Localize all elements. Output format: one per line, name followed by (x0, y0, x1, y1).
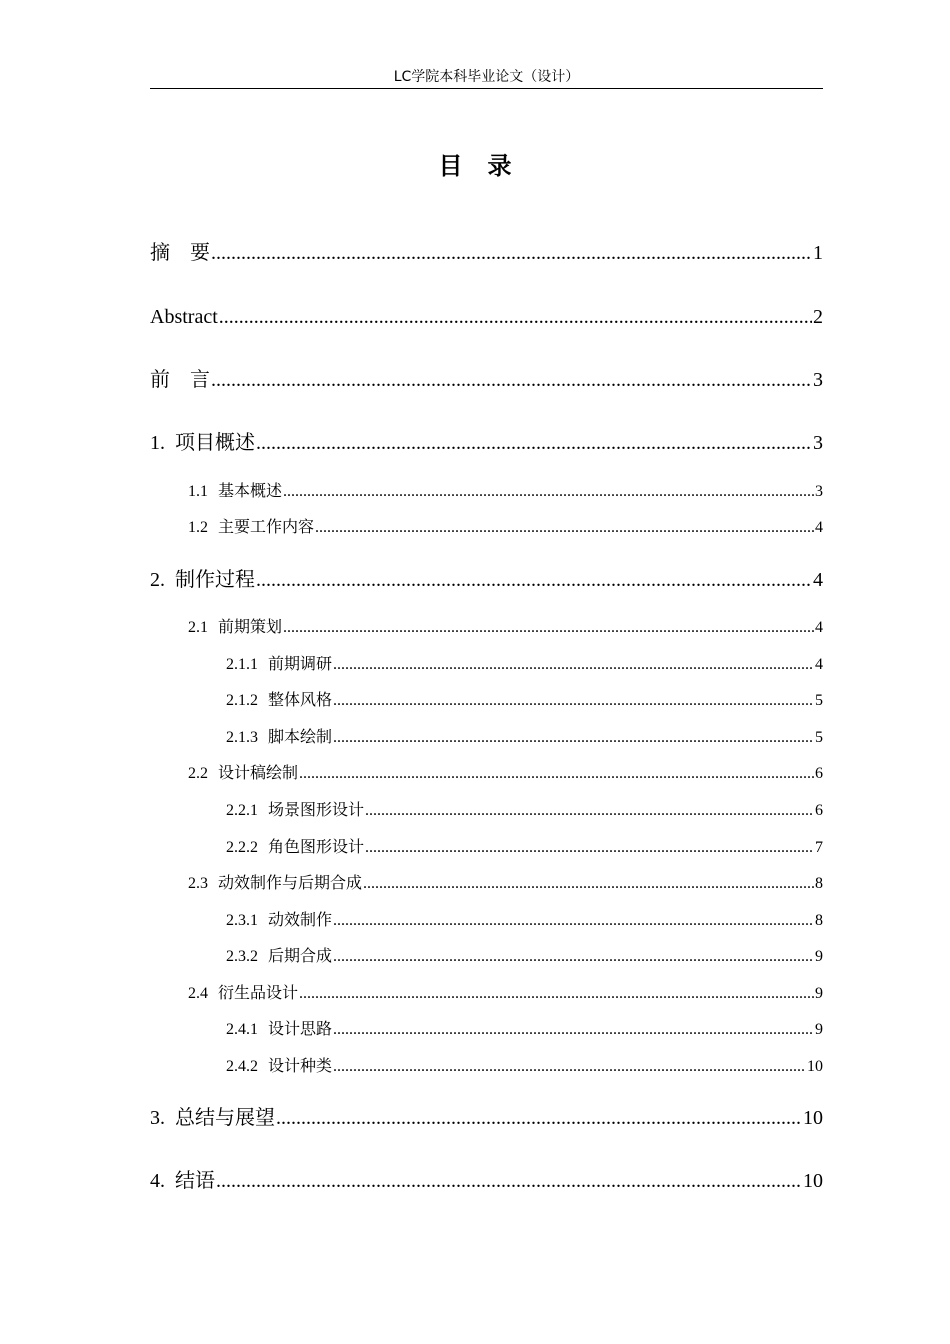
toc-entry-label: 场景图形设计 (268, 802, 365, 819)
toc-leader-dots (363, 873, 814, 895)
toc-entry-label: 基本概述 (218, 483, 283, 500)
toc-entry[interactable] (226, 837, 823, 859)
toc-entry-page: 10 (803, 1107, 823, 1129)
toc-entry-number: 1.1 (188, 483, 208, 500)
toc-entry-label: Abstract (150, 306, 218, 328)
toc-entry-number: 2.3 (188, 875, 208, 892)
toc-entry-page: 1 (813, 242, 823, 264)
toc-entry-page: 10 (803, 1170, 823, 1192)
toc-entry-page: 10 (807, 1058, 823, 1075)
toc-leader-dots (276, 1104, 802, 1132)
toc-entry-label: 制作过程 (175, 569, 255, 591)
toc-entry-number: 2.4.2 (226, 1058, 258, 1075)
toc-entry-number: 2.2.1 (226, 802, 258, 819)
toc-entry-label: 摘 要 (150, 242, 210, 264)
toc-entry-label: 项目概述 (175, 432, 255, 454)
toc-entry-page: 9 (815, 948, 823, 965)
toc-entry-number: 1. (150, 432, 165, 454)
toc-leader-dots (219, 303, 812, 331)
toc-entry-label: 整体风格 (268, 692, 333, 709)
toc-entry-page: 4 (815, 619, 823, 636)
toc-entry[interactable] (150, 429, 823, 457)
toc-entry-number: 2.4.1 (226, 1021, 258, 1038)
toc-entry[interactable] (188, 983, 823, 1005)
toc-leader-dots (256, 429, 812, 457)
toc-entry-number: 2.1.1 (226, 656, 258, 673)
toc-entry-number: 2.4 (188, 985, 208, 1002)
toc-entry-number: 2.3.1 (226, 912, 258, 929)
toc-entry-page: 8 (815, 912, 823, 929)
toc-entry-label: 前期策划 (218, 619, 283, 636)
toc-entry-page: 9 (815, 1021, 823, 1038)
toc-entry-label: 设计稿绘制 (218, 765, 299, 782)
toc-entry[interactable] (188, 517, 823, 539)
toc-entry-page: 6 (815, 765, 823, 782)
toc-entry-page: 4 (813, 569, 823, 591)
toc-entry-label: 设计种类 (268, 1058, 333, 1075)
toc-entry-number: 2.1.3 (226, 729, 258, 746)
toc-leader-dots (333, 946, 814, 968)
toc-entry[interactable] (226, 910, 823, 932)
toc-entry[interactable] (150, 566, 823, 594)
toc-leader-dots (315, 517, 814, 539)
toc-entry-number: 2.3.2 (226, 948, 258, 965)
toc-entry-label: 设计思路 (268, 1021, 333, 1038)
toc-entry-number: 3. (150, 1107, 165, 1129)
toc-leader-dots (211, 366, 812, 394)
toc-entry[interactable] (226, 1056, 823, 1078)
toc-leader-dots (333, 910, 814, 932)
toc-entry-label: 动效制作与后期合成 (218, 875, 363, 892)
toc-entry[interactable] (226, 946, 823, 968)
toc-leader-dots (216, 1167, 802, 1195)
toc-leader-dots (333, 1019, 814, 1041)
toc-entry-page: 5 (815, 692, 823, 709)
toc-leader-dots (256, 566, 812, 594)
toc-entry-page: 4 (815, 656, 823, 673)
toc-entry-page: 2 (813, 306, 823, 328)
toc-leader-dots (299, 763, 814, 785)
toc-entry-label: 后期合成 (268, 948, 333, 965)
toc-entry-page: 9 (815, 985, 823, 1002)
toc-entry-number: 2.1.2 (226, 692, 258, 709)
toc-leader-dots (365, 800, 814, 822)
toc-entry[interactable] (188, 873, 823, 895)
toc-entry-label: 前期调研 (268, 656, 333, 673)
toc-entry-number: 2. (150, 569, 165, 591)
toc-entry[interactable] (150, 1167, 823, 1195)
toc-entry[interactable] (226, 1019, 823, 1041)
toc-entry-label: 脚本绘制 (268, 729, 333, 746)
toc-entry[interactable] (226, 690, 823, 712)
toc-entry[interactable] (226, 727, 823, 749)
toc-entry-number: 2.2.2 (226, 839, 258, 856)
toc-leader-dots (333, 727, 814, 749)
toc-entry[interactable] (188, 763, 823, 785)
toc-entry-page: 4 (815, 519, 823, 536)
toc-entry-label: 动效制作 (268, 912, 333, 929)
toc-entry-label: 角色图形设计 (268, 839, 365, 856)
toc-entry[interactable] (150, 239, 823, 267)
toc-entry-label: 衍生品设计 (218, 985, 299, 1002)
toc-leader-dots (299, 983, 814, 1005)
toc-entry[interactable] (226, 654, 823, 676)
toc-entry-page: 3 (813, 432, 823, 454)
toc-entry[interactable] (150, 303, 823, 331)
toc-entry[interactable] (150, 366, 823, 394)
toc-entry-label: 前 言 (150, 369, 210, 391)
toc-leader-dots (333, 654, 814, 676)
toc-entry[interactable] (226, 800, 823, 822)
toc-entry-page: 3 (815, 483, 823, 500)
toc-entry[interactable] (188, 617, 823, 639)
page-title: 目 录 (438, 152, 512, 180)
toc-entry-page: 8 (815, 875, 823, 892)
toc-leader-dots (283, 617, 814, 639)
toc-leader-dots (333, 690, 814, 712)
toc-entry-page: 7 (815, 839, 823, 856)
toc-entry-page: 3 (813, 369, 823, 391)
toc-leader-dots (333, 1056, 806, 1078)
toc-entry-number: 2.2 (188, 765, 208, 782)
toc-entry[interactable] (188, 481, 823, 503)
toc-entry-number: 1.2 (188, 519, 208, 536)
toc-entry[interactable] (150, 1104, 823, 1132)
toc-leader-dots (283, 481, 814, 503)
toc-entry-number: 4. (150, 1170, 165, 1192)
toc-entry-label: 结语 (175, 1170, 215, 1192)
toc-leader-dots (211, 239, 812, 267)
toc-leader-dots (365, 837, 814, 859)
page-header: LC学院本科毕业论文（设计） (150, 66, 823, 89)
toc-entry-number: 2.1 (188, 619, 208, 636)
toc-entry-label: 主要工作内容 (218, 519, 315, 536)
toc-entry-page: 6 (815, 802, 823, 819)
toc-entry-page: 5 (815, 729, 823, 746)
toc-entry-label: 总结与展望 (175, 1107, 275, 1129)
